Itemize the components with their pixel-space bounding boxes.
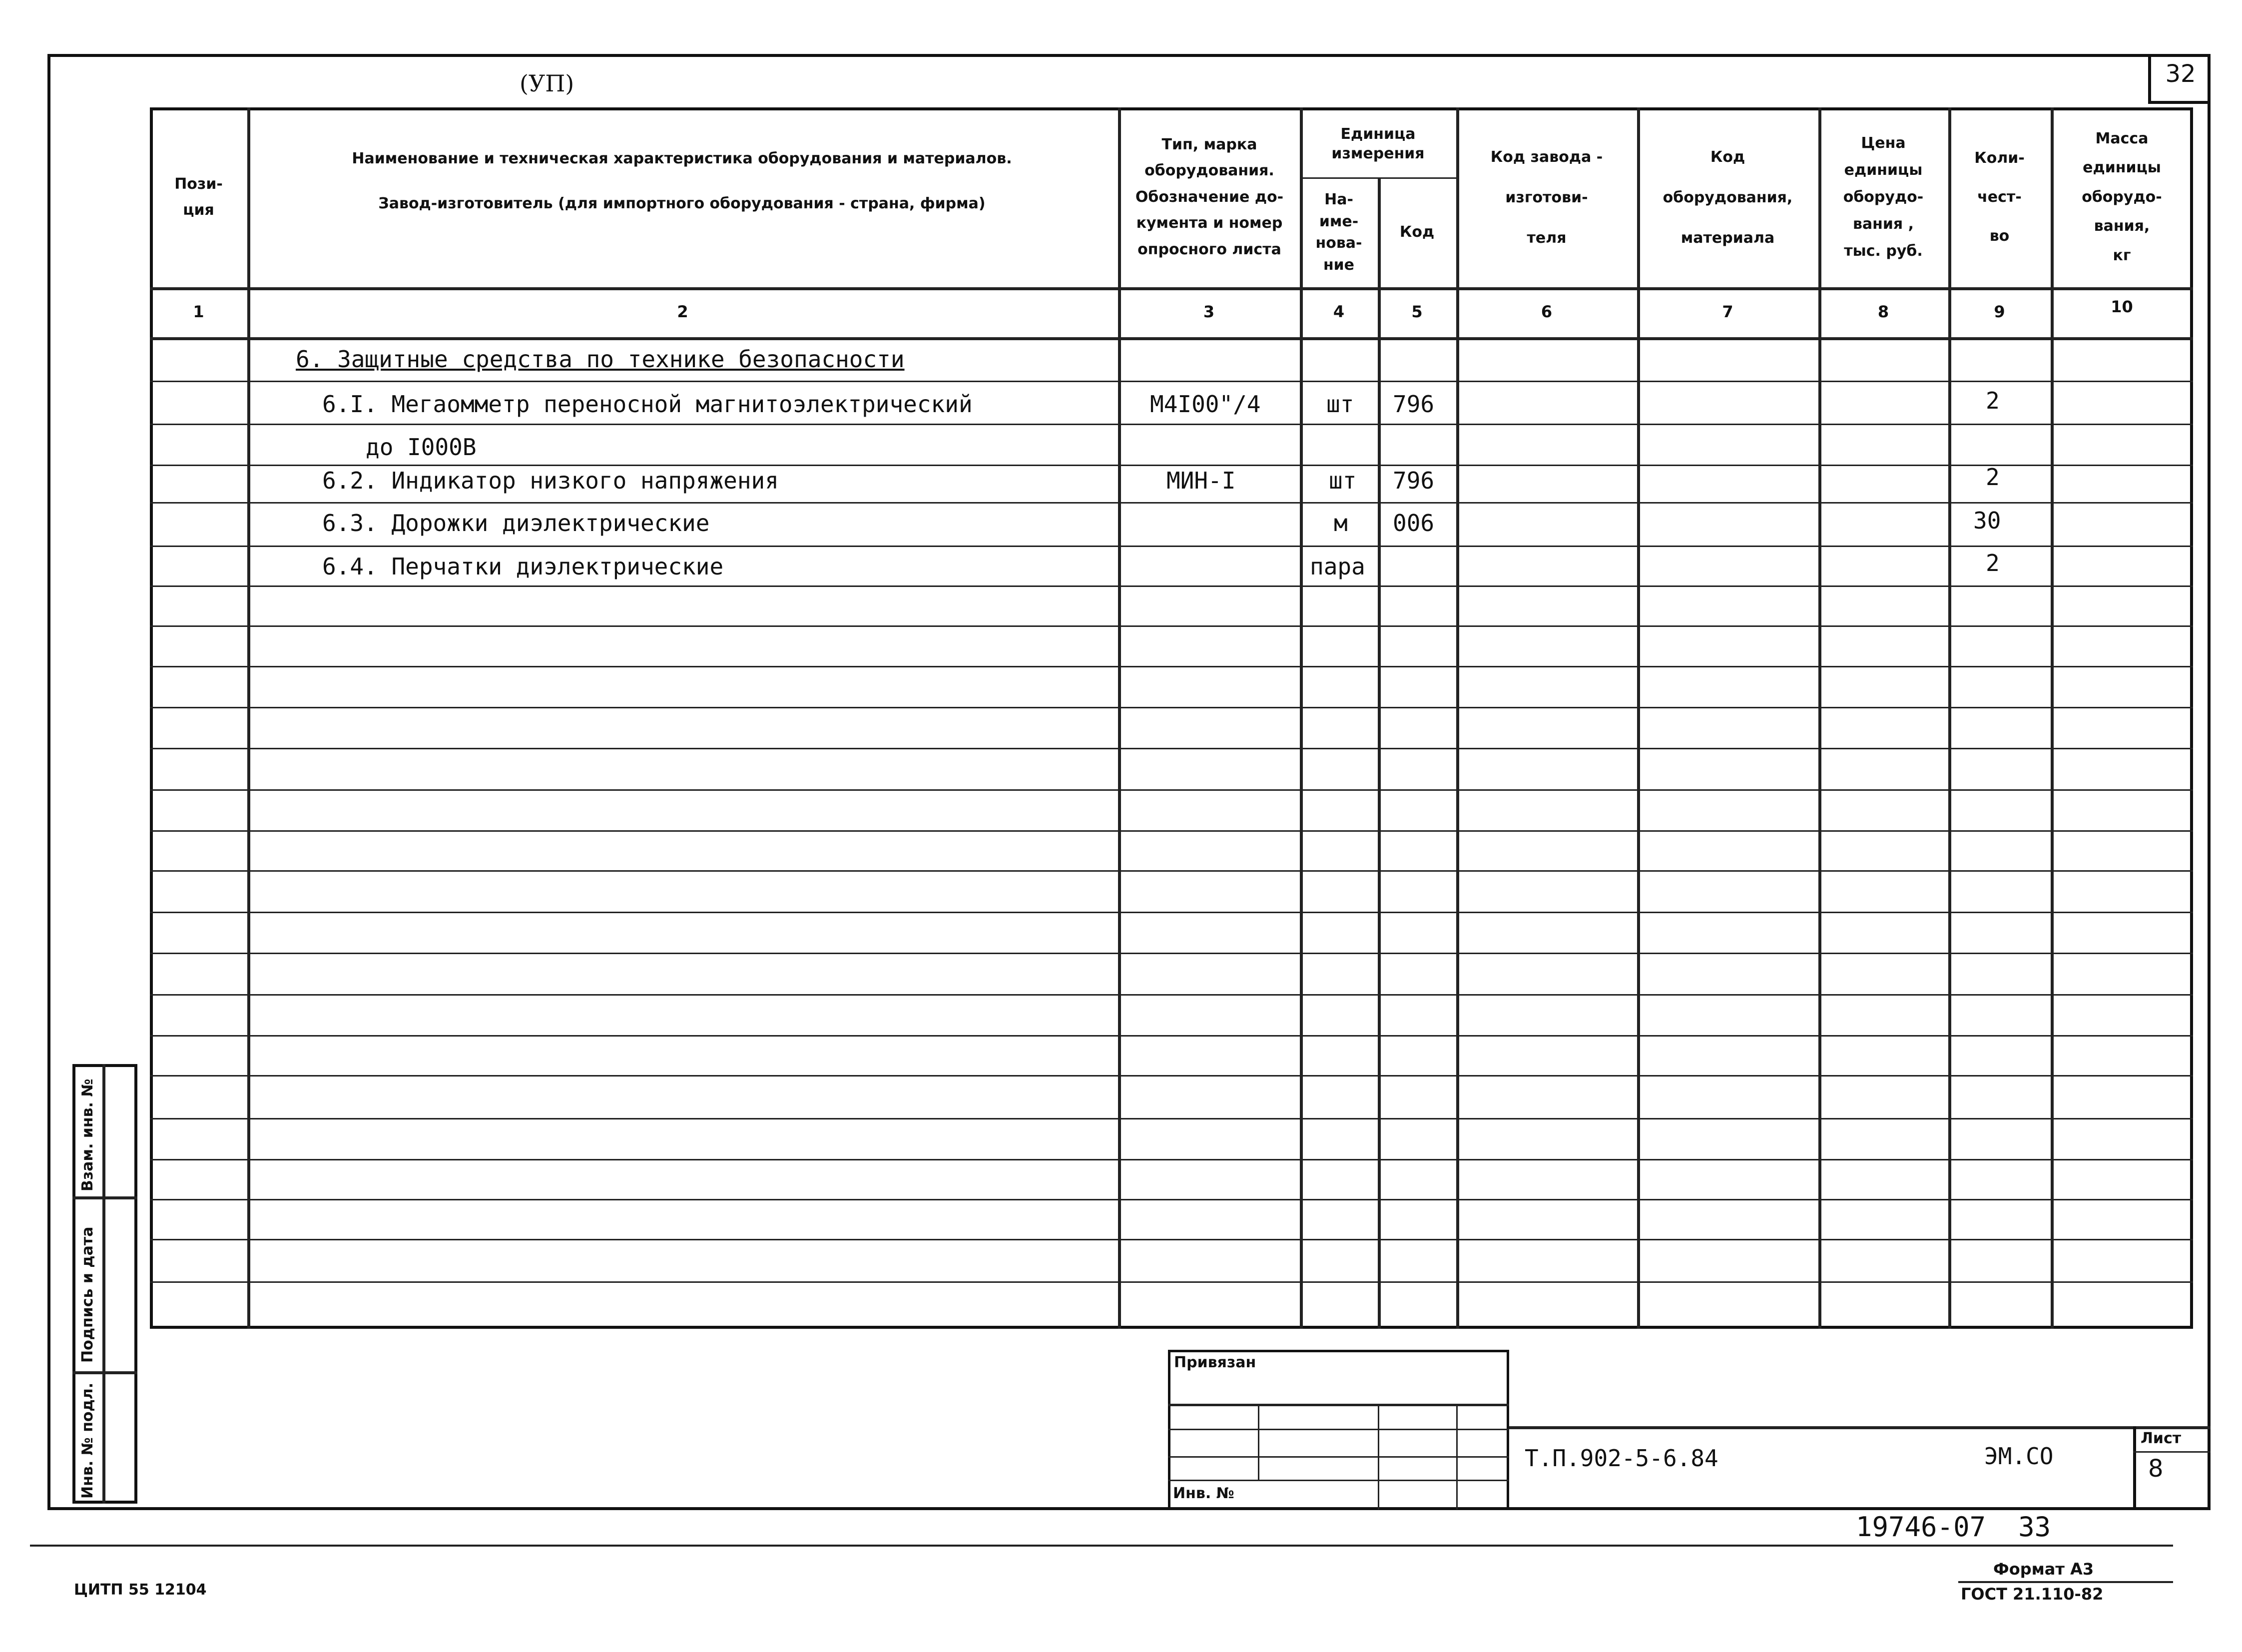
column-number: 10 [2111, 297, 2133, 316]
table-row-line [150, 625, 2193, 627]
table-row-line [150, 707, 2193, 708]
row-qty: 2 [1986, 464, 2000, 491]
table-row-line [150, 585, 2193, 587]
table-row-line [150, 666, 2193, 667]
stamp-line [1456, 1404, 1458, 1510]
header-equipment-code: Код оборудования, материала [1663, 148, 1793, 247]
row-name: 6.4. Перчатки диэлектрические [322, 553, 724, 580]
header-bottom-line [150, 287, 2193, 290]
format-label: Формат А3 [1993, 1560, 2094, 1579]
section-marker: (УП) [520, 70, 574, 97]
row-code: 796 [1393, 391, 1435, 418]
sheet-label: Лист [2141, 1430, 2182, 1447]
row-name: 6.2. Индикатор низкого напряжения [322, 467, 779, 494]
column-number: 8 [1877, 302, 1889, 321]
column-number: 4 [1333, 302, 1345, 321]
header-quantity: Коли- чест- во [1974, 149, 2025, 245]
row-qty: 2 [1986, 387, 2000, 414]
column-number: 3 [1203, 302, 1215, 321]
side-label-inv-vzam: Взам. инв. № [79, 1079, 96, 1191]
header-type: Тип, марка оборудования. Обозначение до- кумента и номер опросного листа [1135, 135, 1284, 258]
table-row-line [150, 912, 2193, 913]
table-row-line [150, 1035, 2193, 1037]
table-row-line [150, 830, 2193, 832]
row-qty: 2 [1986, 550, 2000, 576]
header-unit-group: Единица измерения [1331, 125, 1425, 162]
colnum-bottom-line [150, 337, 2193, 340]
gost-label: ГОСТ 21.110-82 [1961, 1585, 2104, 1604]
handwritten-number: 19746-07 33 [1856, 1511, 2051, 1543]
stamp-inv-label: Инв. № [1173, 1485, 1234, 1502]
side-label-inv-podl: Инв. № подл. [79, 1382, 96, 1499]
table-row-line [150, 1118, 2193, 1119]
header-name [250, 150, 1114, 212]
stamp-line [1168, 1480, 1509, 1481]
page-number: 32 [2165, 60, 2196, 88]
row-name: 6.3. Дорожки диэлектрические [322, 510, 710, 537]
citp-label: ЦИТП 55 12104 [74, 1581, 207, 1599]
row-name: 6.I. Мегаомметр переносной магнитоэлектрический [322, 391, 973, 418]
row-code: 796 [1393, 467, 1435, 494]
header-unit-code: Код [1399, 223, 1435, 241]
col-divider [2051, 107, 2054, 1329]
stamp-line [1168, 1456, 1509, 1458]
table-row-line [150, 994, 2193, 996]
table-row-line [150, 1281, 2193, 1283]
table-row-line [150, 424, 2193, 425]
stamp-line [1168, 1429, 1509, 1430]
row-name: до I000В [366, 434, 477, 461]
table-row-line [150, 1159, 2193, 1160]
table-row-line [150, 465, 2193, 466]
section-heading: 6. Защитные средства по технике безопасности [296, 346, 905, 373]
side-divider [72, 1196, 137, 1199]
col-divider [1456, 107, 1459, 1329]
column-number: 7 [1722, 302, 1733, 321]
row-unit: шт [1326, 391, 1354, 418]
col-divider [1818, 107, 1821, 1329]
side-divider [102, 1064, 105, 1504]
table-row-line [150, 1199, 2193, 1200]
stamp-line [1378, 1404, 1379, 1510]
table-row-line [150, 502, 2193, 504]
header-price: Цена единицы оборудо- вания , тыс. руб. [1843, 134, 1924, 260]
column-number: 1 [193, 302, 204, 321]
header-position: Пози- ция [174, 175, 223, 219]
stamp-privyazan-label: Привязан [1174, 1354, 1256, 1371]
stamp-top-line [1509, 1426, 2211, 1429]
spec-table-border [150, 107, 2193, 1329]
table-row-line [150, 748, 2193, 749]
row-unit: пара [1310, 553, 1365, 580]
column-number: 2 [677, 302, 688, 321]
col-divider [1948, 107, 1951, 1329]
column-number: 5 [1411, 302, 1423, 321]
stamp-line [1168, 1404, 1509, 1406]
table-row-line [150, 546, 2193, 547]
stamp-doc-code: Т.П.902-5-6.84 [1525, 1445, 1718, 1472]
row-qty: 30 [1973, 507, 2001, 534]
col-divider [247, 107, 250, 1329]
row-type: МИН-I [1166, 467, 1236, 494]
row-unit: м [1334, 510, 1348, 537]
bottom-rule [30, 1545, 2173, 1547]
col-divider [1118, 107, 1121, 1329]
header-name-line1: Наименование и техническая характеристика оборудования и материалов. [352, 150, 1012, 167]
row-unit: шт [1329, 467, 1357, 494]
header-name-line2: Завод-изготовитель (для импортного оборудования - страна, фирма) [378, 195, 986, 212]
stamp-mark: ЭМ.СО [1984, 1443, 2054, 1470]
table-row-line [150, 789, 2193, 791]
table-row-line [150, 1075, 2193, 1077]
table-row-line [150, 870, 2193, 872]
row-type: М4I00"/4 [1150, 391, 1261, 418]
side-label-signature: Подпись и дата [79, 1226, 96, 1363]
table-row-line [150, 381, 2193, 382]
header-factory-code: Код завода - изготови- теля [1490, 148, 1603, 247]
side-divider [72, 1371, 137, 1374]
table-row-line [150, 1239, 2193, 1240]
col-divider [1300, 107, 1303, 1329]
format-rule [1958, 1581, 2173, 1583]
table-row-line [150, 953, 2193, 954]
sheet-box-line [2133, 1451, 2211, 1453]
col-divider [1378, 177, 1381, 1329]
stamp-line [1258, 1404, 1259, 1480]
header-unit-name: На- име- нова- ние [1315, 191, 1362, 274]
row-code: 006 [1393, 510, 1435, 537]
header-mass: Масса единицы оборудо- вания, кг [2082, 129, 2162, 264]
sheet-number: 8 [2148, 1455, 2164, 1483]
col-divider [1637, 107, 1640, 1329]
column-number: 6 [1541, 302, 1553, 321]
column-number: 9 [1994, 302, 2005, 321]
